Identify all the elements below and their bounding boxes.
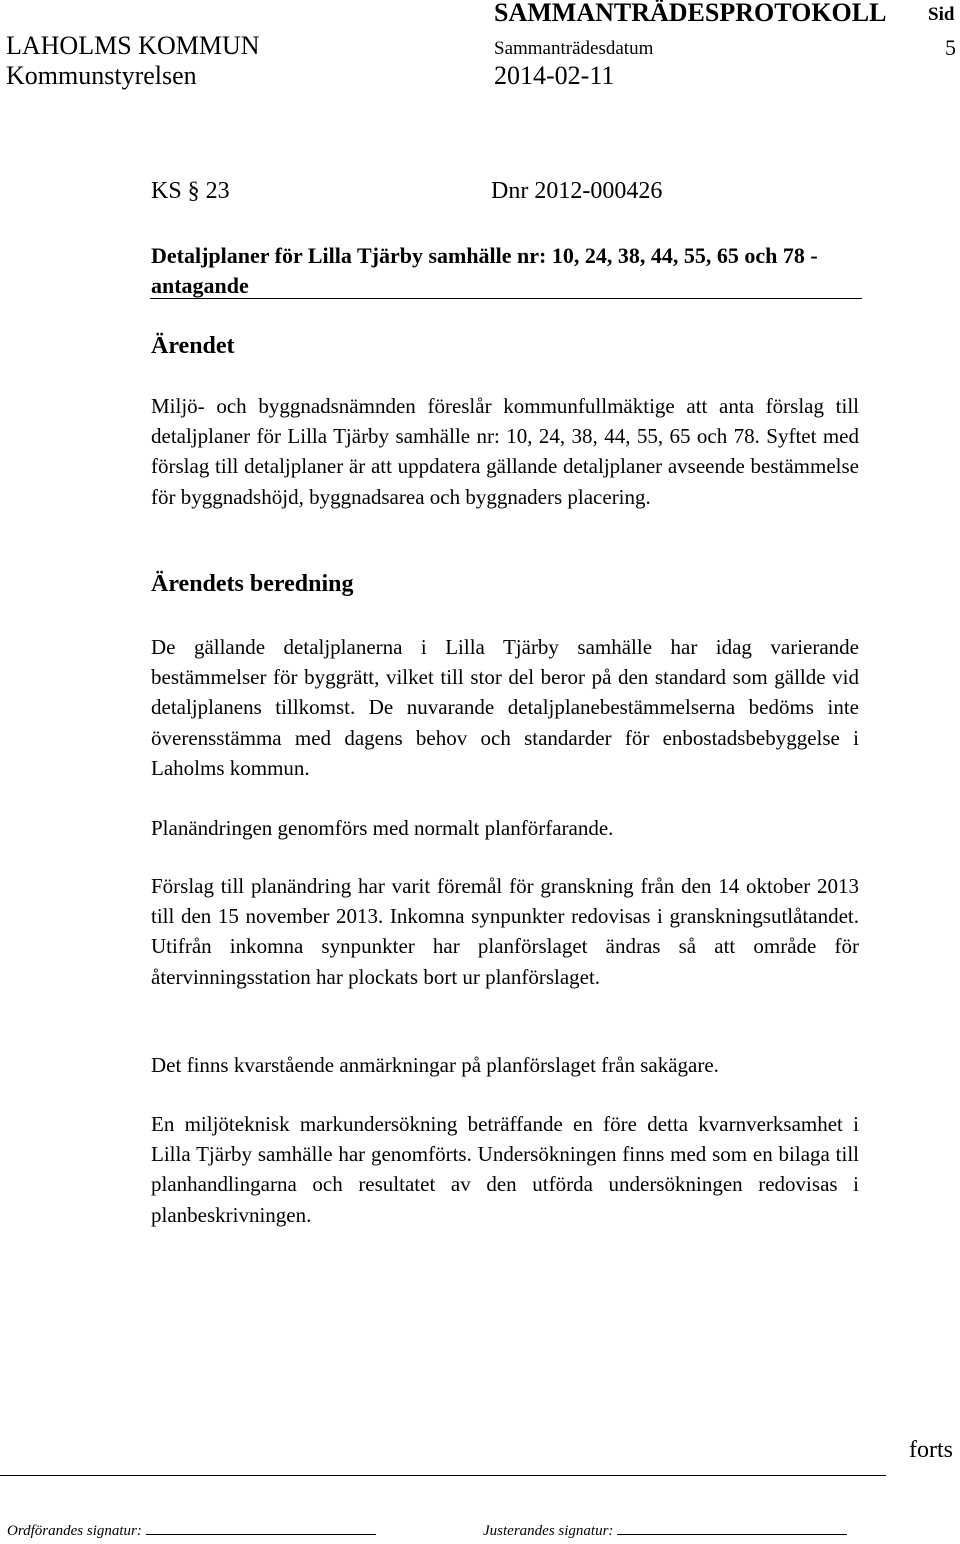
case-number: KS § 23 bbox=[151, 178, 230, 204]
continued-marker: forts bbox=[909, 1437, 953, 1463]
adjuster-signature-line bbox=[617, 1522, 847, 1535]
paragraph-beredning-4: Det finns kvarstående anmärkningar på planförslaget från sakägare. bbox=[151, 1053, 719, 1077]
title-underline bbox=[150, 298, 862, 299]
adjuster-signature-label: Justerandes signatur: bbox=[483, 1523, 614, 1539]
paragraph-beredning-2: Planändringen genomförs med normalt planförfarande. bbox=[151, 816, 614, 840]
paragraph-beredning-1: De gällande detaljplanerna i Lilla Tjärby samhälle har idag varierande bestämmelser för byggrätt, vilket till stor del beror på den standard som gällde vid detaljplanens tillkomst. De nuvarande detaljplanebestämmelserna bedöms inte överensstämma med dagens behov och standarder för enbostadsbebyggelse i Laholms kommun. bbox=[151, 635, 859, 780]
case-title: Detaljplaner för Lilla Tjärby samhälle nr: 10, 24, 38, 44, 55, 65 och 78 - antagande bbox=[151, 243, 818, 298]
adjuster-signature-field bbox=[483, 1522, 847, 1540]
meeting-date: 2014-02-11 bbox=[494, 61, 615, 90]
chair-signature-label: Ordförandes signatur: bbox=[7, 1523, 142, 1539]
board-name: Kommunstyrelsen bbox=[6, 61, 197, 90]
page-number: 5 bbox=[945, 35, 956, 60]
section-heading-beredning: Ärendets beredning bbox=[151, 571, 354, 597]
meeting-date-label: Sammanträdesdatum bbox=[494, 38, 654, 59]
registration-number: Dnr 2012-000426 bbox=[491, 178, 663, 204]
paragraph-beredning-3: Förslag till planändring har varit föremål för granskning från den 14 oktober 2013 till den 15 november 2013. Inkomna synpunkter redovisas i granskningsutlåtandet. Utifrån inkomna synpunkter har planförslaget ändras så att område för återvinningsstation har plockats bort ur planförslaget. bbox=[151, 874, 859, 989]
municipality-name: LAHOLMS KOMMUN bbox=[6, 31, 260, 60]
footer-rule bbox=[0, 1475, 886, 1476]
section-heading-arendet: Ärendet bbox=[151, 333, 235, 359]
paragraph-arendet: Miljö- och byggnadsnämnden föreslår kommunfullmäktige att anta förslag till detaljplaner för Lilla Tjärby samhälle nr: 10, 24, 38, 44, 55, 65 och 78. Syftet med förslag till detaljplaner är att uppdatera gällande detaljplaner avseende bestämmelse för byggnadshöjd, byggnadsarea och byggnaders placering. bbox=[151, 394, 859, 509]
document-type: SAMMANTRÄDESPROTOKOLL bbox=[494, 0, 887, 27]
chair-signature-line bbox=[146, 1522, 376, 1535]
page-label: Sid bbox=[928, 4, 955, 25]
paragraph-beredning-5: En miljöteknisk markundersökning beträffande en före detta kvarnverksamhet i Lilla Tjärby samhälle har genomförts. Undersökningen finns med som en bilaga till planhandlingarna och resultatet av den utförda undersökningen redovisas i planbeskrivningen. bbox=[151, 1112, 859, 1227]
chair-signature-field bbox=[7, 1522, 376, 1540]
